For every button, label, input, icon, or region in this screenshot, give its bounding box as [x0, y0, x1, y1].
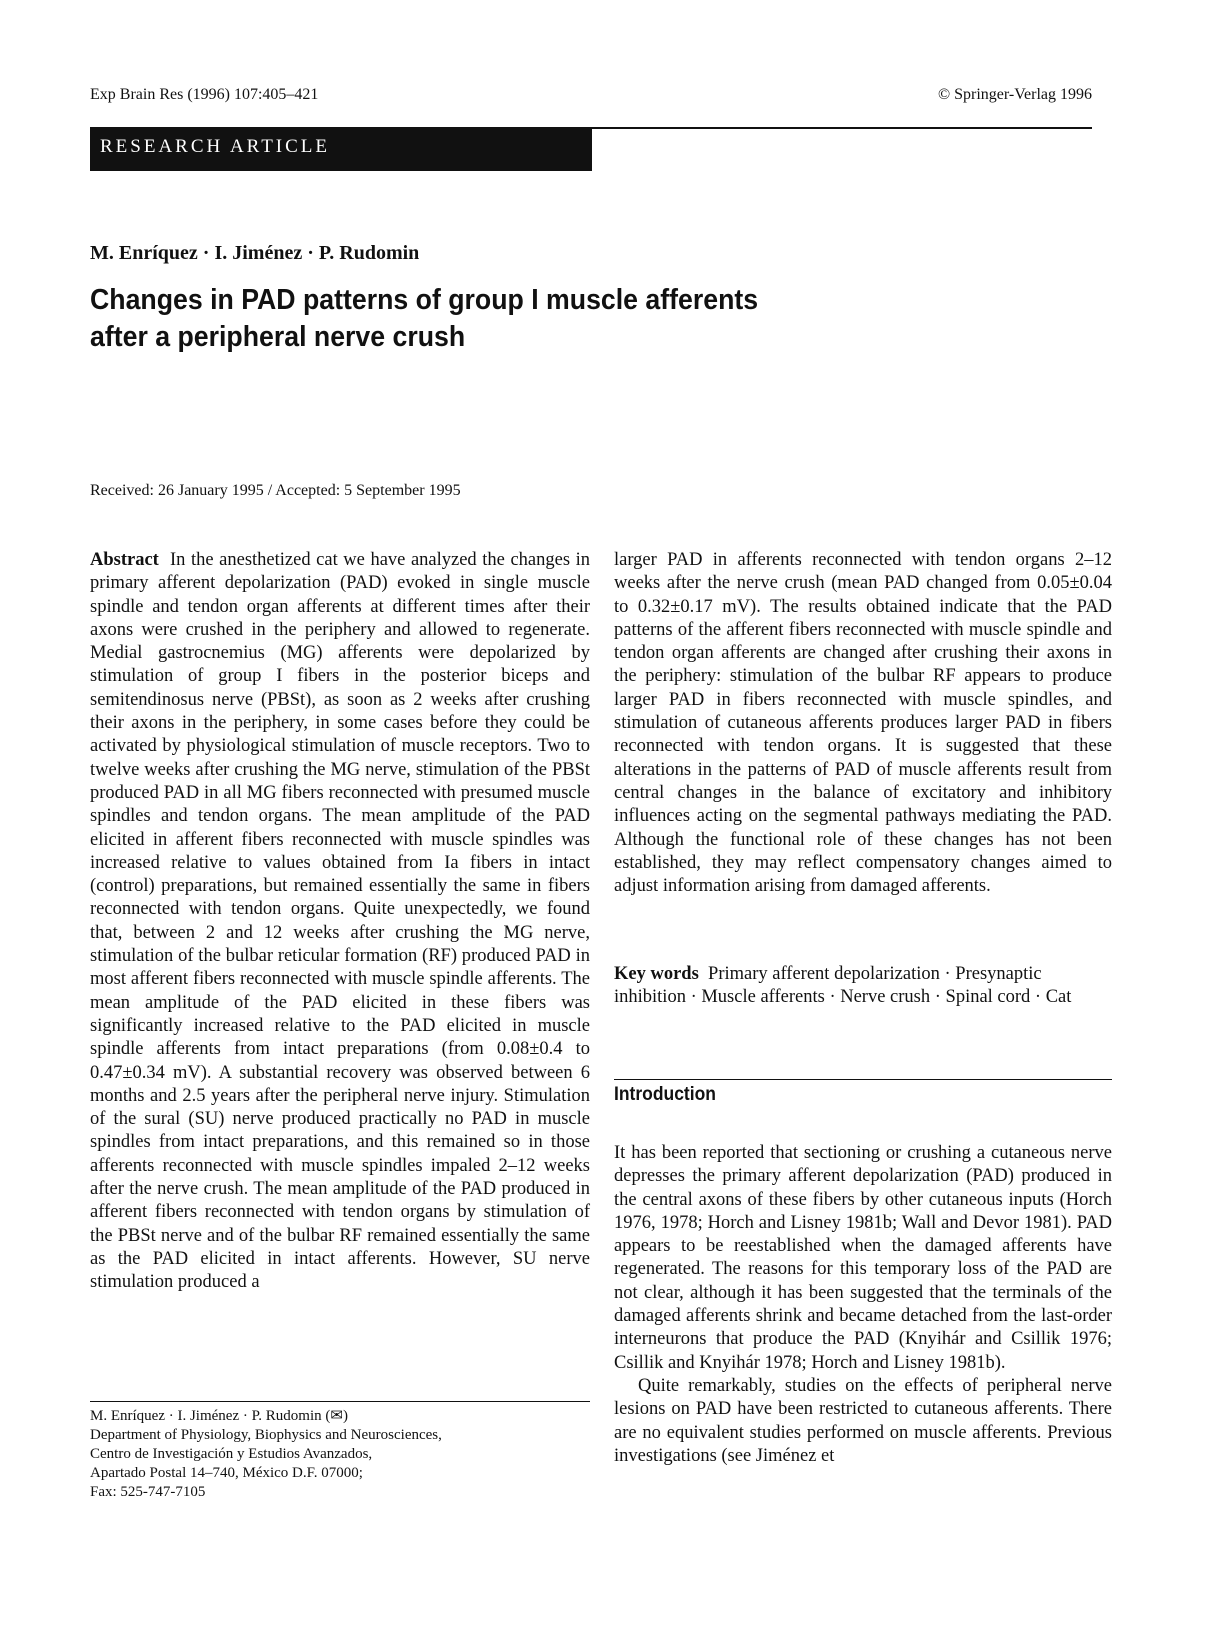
received-accepted-dates: Received: 26 January 1995 / Accepted: 5 September 1995: [90, 482, 461, 499]
abstract-text-right: larger PAD in afferents reconnected with tendon organs 2–12 weeks after the nerve crush (mean PAD changed from 0.05±0.04 to 0.32±0.17 mV). The results obtained indicate that the PAD patterns of the afferent fibers reconnected with muscle spindle and tendon organ afferents are changed after crushing their axons in the periphery: stimulation of the bulbar RF appears to produce larger PAD in fibers reconnected with muscle spindles, and stimulation of cutaneous afferents produces larger PAD in fibers reconnected with tendon organs. It is suggested that these alterations in the patterns of PAD of muscle afferents result from central changes in the balance of excitatory and inhibitory influences acting on the segmental pathways mediating the PAD. Although the functional role of these changes has not been established, they may reflect compensatory changes aimed to adjust information arising from damaged afferents.: [614, 550, 1112, 897]
introduction-heading: Introduction: [614, 1084, 716, 1105]
introduction-body: [614, 1142, 1112, 1468]
footnote-line: Fax: 525-747-7105: [90, 1484, 206, 1500]
introduction-paragraph-2: Quite remarkably, studies on the effects of peripheral nerve lesions on PAD have been restricted to cutaneous afferents. There are no equivalent studies performed on muscle afferents. Previous investigations (see Jiménez et: [614, 1375, 1112, 1466]
keywords-text: Primary afferent depolarization · Presynaptic inhibition · Muscle afferents · Nerve crush · Spinal cord · Cat: [614, 964, 1072, 1008]
author-list: M. Enríquez · I. Jiménez · P. Rudomin: [90, 242, 420, 264]
author-affiliation-footnote: [90, 1407, 590, 1502]
footnote-line: Centro de Investigación y Estudios Avanzados,: [90, 1446, 373, 1462]
abstract-label: Abstract: [90, 550, 159, 570]
keywords-label: Key words: [614, 964, 699, 984]
abstract-right-column: [614, 549, 1112, 898]
copyright-notice: © Springer-Verlag 1996: [937, 86, 1092, 103]
article-type-banner: RESEARCH ARTICLE: [90, 128, 592, 171]
abstract-left-column: [90, 549, 590, 1295]
article-title: [90, 282, 826, 356]
keywords-block: [614, 963, 1114, 1010]
title-line-1: Changes in PAD patterns of group I muscle afferents: [90, 284, 759, 316]
footnote-line: M. Enríquez · I. Jiménez · P. Rudomin (✉): [90, 1408, 348, 1424]
section-rule: [614, 1079, 1112, 1080]
abstract-paragraph: [90, 549, 590, 1295]
footnote-rule: [90, 1401, 590, 1402]
footnote-line: Apartado Postal 14–740, México D.F. 07000;: [90, 1465, 363, 1481]
footnote-line: Department of Physiology, Biophysics and Neurosciences,: [90, 1427, 442, 1443]
abstract-text-left: In the anesthetized cat we have analyzed the changes in primary afferent depolarization (PAD) evoked in single muscle spindle and tendon organ afferents at different times after their axons were crushed in the periphery and allowed to regenerate. Medial gastrocnemius (MG) afferents were depolarized by stimulation of group I fibers in the posterior biceps and semitendinosus nerve (PBSt), as soon as 2 weeks after crushing their axons in the periphery, in some cases before they could be activated by physiological stimulation of muscle receptors. Two to twelve weeks after crushing the MG nerve, stimulation of the PBSt produced PAD in all MG fibers reconnected with presumed muscle spindles and tendon organs. The mean amplitude of the PAD elicited in afferent fibers reconnected with muscle spindles was increased relative to values obtained from Ia fibers in intact (control) preparations, but remained essentially the same in fibers reconnected with tendon organs. Quite unexpectedly, we found that, between 2 and 12 weeks after crushing the MG nerve, stimulation of the bulbar reticular formation (RF) produced PAD in most afferent fibers reconnected with muscle spindle afferents. The mean amplitude of the PAD elicited in these fibers was significantly increased relative to the PAD elicited in muscle spindle afferents from intact preparations (from 0.08±0.4 to 0.47±0.34 mV). A substantial recovery was observed between 6 months and 2.5 years after the peripheral nerve injury. Stimulation of the sural (SU) nerve produced practically no PAD in muscle spindles from intact preparations, and this remained so in those afferents reconnected with muscle spindles impaled 2–12 weeks after the nerve crush. The mean amplitude of the PAD produced in afferent fibers reconnected with tendon organs by stimulation of the PBSt nerve and of the bulbar RF remained essentially the same as the PAD elicited in intact afferents. However, SU nerve stimulation produced a: [90, 550, 590, 1293]
introduction-paragraph-1: It has been reported that sectioning or crushing a cutaneous nerve depresses the primary afferent depolarization (PAD) produced in the central axons of these fibers by other cutaneous inputs (Horch 1976, 1978; Horch and Lisney 1981b; Wall and Devor 1981). PAD appears to be reestablished when the damaged afferents have regenerated. The reasons for this temporary loss of the PAD are not clear, although it has been suggested that the terminals of the damaged afferents shrink and became detached from the last-order interneurons that produce the PAD (Knyihár and Csillik 1976; Csillik and Knyihár 1978; Horch and Lisney 1981b).: [614, 1143, 1112, 1373]
title-line-2: after a peripheral nerve crush: [90, 321, 466, 353]
journal-citation: Exp Brain Res (1996) 107:405–421: [90, 86, 319, 103]
